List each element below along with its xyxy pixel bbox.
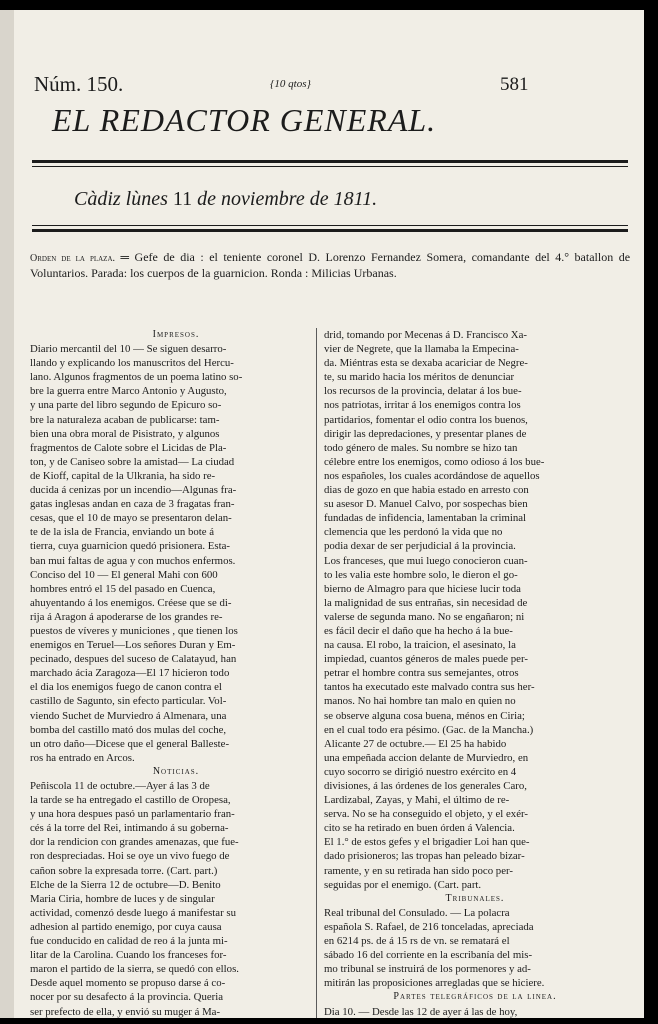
- text-line: Elche de la Sierra 12 de octubre—D. Benito: [30, 878, 221, 891]
- text-line: célebre entre los enemigos, como odioso á los bue-: [324, 455, 545, 468]
- text-line: de Kioff, capital de la Ulkrania, ha sido re-: [30, 469, 216, 482]
- text-line: ahuyentando á los enemigos. Créese que se di-: [30, 596, 232, 609]
- text-line: mo tribunal se instruirá de los pormenores y ad-: [324, 963, 531, 976]
- text-line: la tarde se ha entregado el castillo de Oropesa,: [30, 794, 231, 807]
- text-line: en el cual todo era pésimo. (Gac. de la Mancha.): [324, 723, 534, 736]
- text-line: en 6214 ps. de á 15 rs de vn. se rematará el: [324, 935, 510, 948]
- text-line: partidarios, fomentar el odio contra los buenos,: [324, 413, 528, 426]
- text-line: te, su marido hacia los méritos de denunciar: [324, 371, 515, 384]
- text-line: ron despreciadas. Hoi se oye un vivo fuego de: [30, 850, 230, 863]
- text-line: ban mui faltas de agua y con muchos enfermos.: [30, 554, 236, 567]
- text-line: Real tribunal del Consulado. — La polacra: [324, 906, 510, 919]
- text-line: sábado 16 del corriente en la escribanía del mis-: [324, 949, 533, 962]
- text-line: serva. No se ha conseguido el objeto, y el exér-: [324, 808, 528, 821]
- orden-de-la-plaza: [30, 250, 630, 281]
- text-line: puestos de víveres y municiones , que tienen los: [30, 624, 238, 637]
- text-line: seguidas por el enemigo. (Cart. part.: [324, 878, 482, 891]
- text-line: dor la rendicion con grandes amenazas, que fue-: [30, 836, 239, 849]
- text-line: Lardizabal, Zayas, y Mahi, el último de re-: [324, 794, 510, 807]
- page-edge: [0, 10, 14, 1018]
- text-line: drid, tomando por Mecenas á D. Francisco Xa-: [324, 329, 527, 341]
- text-line: los recursos de la provincia, delatar á los bue-: [324, 385, 522, 398]
- page-number: 581: [500, 74, 529, 95]
- text-line: y una parte del libro segundo de Epicuro so-: [30, 399, 222, 412]
- text-line: Conciso del 10 — El general Mahi con 600: [30, 568, 218, 581]
- text-line: la malignidad de sus entrañas, sin necesidad de: [324, 596, 528, 609]
- text-line: tierra, cuya guarnicion quedó prisionera. Esta-: [30, 540, 230, 553]
- text-line: da. Miéntras esta se dexaba acariciar de Negre-: [324, 357, 528, 370]
- text-line: ramente, y en su retirada han sido poco per-: [324, 864, 513, 877]
- partes-line: Dia 10. — Desde las 12 de ayer á las de hoy,: [324, 1005, 518, 1018]
- text-line: Desde aquel momento se propuso darse á co-: [30, 977, 226, 990]
- text-line: pecinado, despues del suceso de Calatayud, han: [30, 653, 237, 666]
- text-line: castillo de Sagunto, sin efecto particular. Vol-: [30, 695, 227, 708]
- date-day: Càdiz lùnes: [74, 188, 168, 210]
- masthead-title: EL REDACTOR GENERAL.: [52, 102, 437, 138]
- noticias-section: [30, 779, 322, 1018]
- orden-label: Orden de la plaza.: [30, 253, 115, 264]
- newspaper-page: [14, 10, 644, 1018]
- text-line: cés á la torre del Rei, intimando á su goberna-: [30, 822, 229, 835]
- text-line: lano. Algunos fragmentos de un poema latino so-: [30, 371, 243, 384]
- text-line: marchado ácia Zaragoza—El 17 hicieron todo: [30, 667, 230, 680]
- orden-text: Gefe de dia : el teniente coronel D. Lorenzo Fernandez Somera, comandante del 4.° batallon de Voluntarios. Parada: los cuerpos de la guarnicion. Ronda : Milicias Urbanas.: [30, 250, 631, 280]
- right-column: [324, 328, 626, 1018]
- right-column-text: [324, 328, 626, 892]
- tribunales-section: [324, 906, 626, 991]
- text-line: Diario mercantil del 10 — Se siguen desarro-: [30, 343, 227, 356]
- text-line: el dia los enemigos fuego de canon contra el: [30, 681, 222, 694]
- heading-partes: Partes telegráficos de la linea.: [393, 991, 557, 1003]
- rule-top-thin: [32, 166, 628, 167]
- price-note: {10 qtos}: [270, 78, 311, 90]
- text-line: impiedad, cuantos géneros de males puede per-: [324, 653, 528, 666]
- text-line: vier de Negrete, que la llamaba la Empecina-: [324, 343, 519, 356]
- text-line: Alicante 27 de octubre.— El 25 ha habido: [324, 737, 507, 750]
- text-line: Maria Ciria, hombre de luces y de singular: [30, 892, 215, 905]
- text-line: manos. No hai hombre tan malo en quien no: [324, 695, 516, 708]
- impresos-section: [30, 342, 322, 765]
- text-line: litar de la Carolina. Cuando los franceses for-: [30, 949, 227, 962]
- text-line: te de la isla de Francia, enviando un bote á: [30, 526, 215, 539]
- issue-date: [74, 188, 594, 211]
- text-line: cesas, que el 10 de mayo se presentaron delan-: [30, 512, 232, 525]
- text-line: una empeñada accion delante de Murviedro, en: [324, 751, 529, 764]
- date-number: 11: [172, 188, 193, 210]
- heading-impresos: Impresos.: [152, 329, 200, 340]
- text-line: nos españoles, los cuales acordándose de aquellos: [324, 469, 540, 482]
- issue-number: Núm. 150.: [34, 72, 124, 96]
- text-line: hombres entró el 15 del pasado en Cuenca,: [30, 582, 216, 595]
- text-line: todo género de males. Su nombre se hizo tan: [324, 441, 518, 454]
- text-line: adhesion al partido enemigo, por cuya causa: [30, 920, 222, 933]
- text-line: petrar el hombre contra sus semejantes, otros: [324, 667, 519, 680]
- text-line: y una hora despues pasó un parlamentario fran-: [30, 808, 235, 821]
- text-line: podia dexar de ser perjudicial á la provincia.: [324, 540, 516, 553]
- text-line: se observe alguna cosa buena, ménos en Ciria;: [324, 709, 525, 722]
- text-line: su asesor D. Manuel Calvo, por sospechas bien: [324, 498, 528, 511]
- rule-mid-thick: [32, 229, 628, 232]
- rule-mid-thin: [32, 225, 628, 226]
- text-line: ducida á cenizas por un incendio—Algunas fra-: [30, 484, 237, 497]
- orden-dash: ═: [120, 250, 130, 264]
- date-month-year: de noviembre de 1811.: [197, 188, 378, 210]
- text-line: nocer por su desafecto á la provincia. Queria: [30, 991, 224, 1004]
- text-line: maron el partido de la sierra, se quedó con ellos.: [30, 963, 239, 976]
- text-line: llando y explicando los manuscritos del Hercu-: [30, 357, 234, 370]
- text-line: ser prefecto de ella, y envió su muger á Ma-: [30, 1005, 221, 1018]
- text-line: es fácil decir el daño que ha hecho á la bue-: [324, 624, 513, 637]
- rule-top-thick: [32, 160, 628, 163]
- text-line: gatas inglesas andan en caza de 3 fragatas fran-: [30, 498, 235, 511]
- text-line: bomba del castillo mató dos mulas del coche,: [30, 723, 227, 736]
- text-line: bre la naturaleza acaban de publicarse: tam-: [30, 413, 220, 426]
- text-line: viendo Suchet de Murviedro á Almenara, una: [30, 709, 227, 722]
- text-line: tantos ha executado este malvado contra sus her-: [324, 681, 535, 694]
- text-line: rija á Aragon á apoderarse de los grandes re-: [30, 610, 223, 623]
- text-line: na causa. El robo, la traicion, el asesinato, la: [324, 639, 516, 652]
- text-line: un otro daño—Dicese que el general Balleste-: [30, 737, 230, 750]
- text-line: dias de gozo en que habia estado en arresto con: [324, 484, 529, 497]
- left-column: [30, 328, 322, 1018]
- text-line: fue conducido en calidad de reo á la junta mi-: [30, 935, 228, 948]
- heading-tribunales: Tribunales.: [445, 892, 505, 904]
- text-line: valerse de segunda mano. No se engañaron; ni: [324, 610, 525, 623]
- text-line: mitirán las proposiciones arregladas que se hiciere.: [324, 977, 545, 990]
- text-line: El 1.° de estos gefes y el brigadier Loi han que-: [324, 836, 530, 849]
- text-line: clemencia que les perdonó la vida que no: [324, 526, 503, 539]
- text-line: to les valia este hombre solo, le dieron el go-: [324, 568, 518, 581]
- text-line: divisiones, á las órdenes de los generales Caro,: [324, 780, 527, 792]
- text-line: enemigos en Teruel—Los señores Duran y Em-: [30, 639, 236, 652]
- text-line: ton, y de Caniseo sobre la amistad— La ciudad: [30, 455, 235, 468]
- text-line: Peñiscola 11 de octubre.—Ayer á las 3 de: [30, 780, 210, 792]
- text-line: bien una obra moral de Pisistrato, y algunos: [30, 427, 220, 440]
- text-line: nos patriotas, irritar á los enemigos contra los: [324, 399, 521, 412]
- text-line: fragmentos de Calote sobre el Licidas de Pla-: [30, 441, 227, 454]
- text-line: dirigir las depredaciones, y presentar planes de: [324, 427, 527, 440]
- text-line: cito se ha retirado en buen órden á Valencia.: [324, 822, 515, 835]
- text-line: actividad, comenzó desde luego á manifestar su: [30, 906, 236, 919]
- text-line: ros ha entrado en Arcos.: [30, 751, 135, 764]
- heading-noticias: Noticias.: [152, 765, 200, 777]
- text-line: bre la guerra entre Marco Antonio y Augusto,: [30, 385, 227, 398]
- text-line: bierno de Almagro para que hiciese lucir toda: [324, 582, 521, 595]
- text-line: cuyo socorro se dirigió nuestro exército en 4: [324, 765, 517, 778]
- text-line: cañon sobre la expresada torre. (Cart. part.): [30, 864, 218, 877]
- text-line: Los franceses, que mui luego conocieron cuan-: [324, 554, 528, 567]
- text-line: española S. Rafael, de 216 tonceladas, apreciada: [324, 920, 534, 933]
- text-line: dado prisioneros; las tropas han peleado bizar-: [324, 850, 525, 863]
- text-line: fundadas de infidencia, lamentaban la criminal: [324, 512, 527, 525]
